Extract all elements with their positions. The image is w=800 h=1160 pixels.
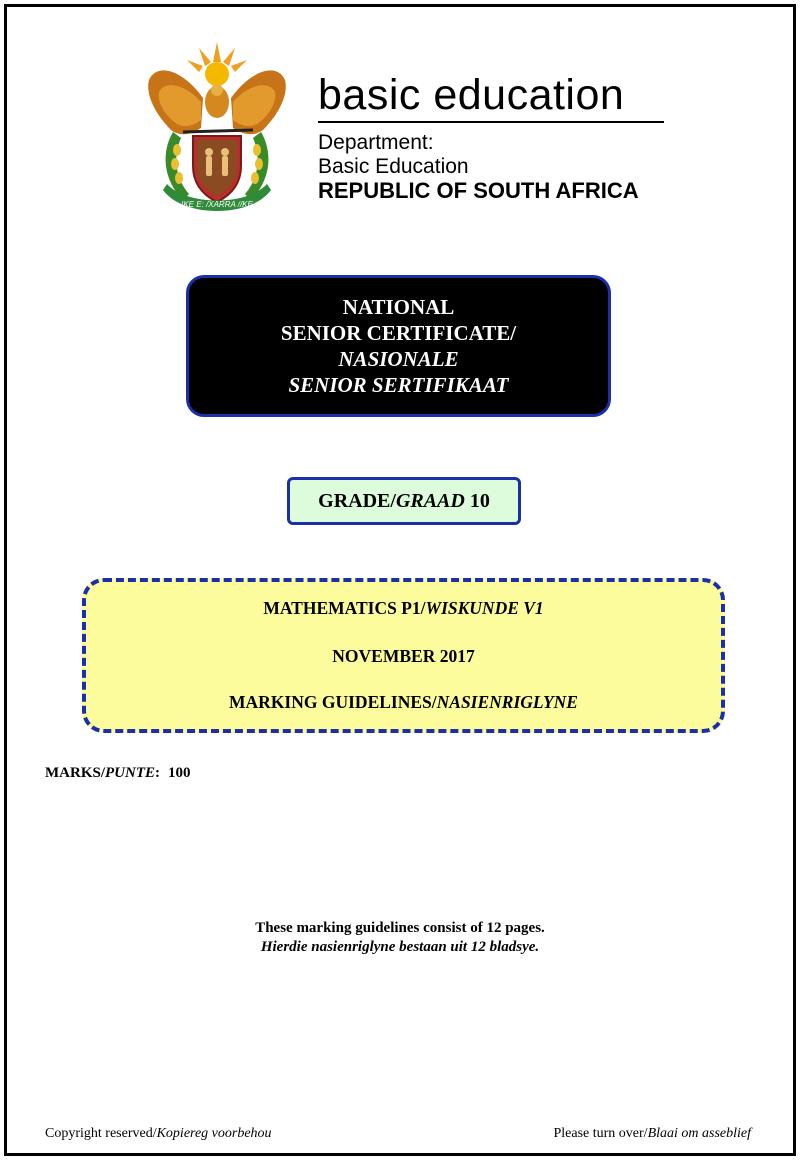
brand-divider: [318, 121, 664, 123]
footer-copyright: [45, 1126, 272, 1142]
country-name: REPUBLIC OF SOUTH AFRICA: [318, 178, 639, 203]
grade-box: [287, 477, 521, 525]
footer-copyright-af: Kopiereg voorbehou: [156, 1126, 272, 1141]
department-name: Basic Education: [318, 155, 469, 178]
footer-turn-over: [553, 1126, 751, 1142]
marks-label-af: PUNTE: [105, 765, 155, 781]
grade-label-en: GRADE/: [318, 490, 396, 512]
marks-value: 100: [168, 765, 191, 781]
subject-af: WISKUNDE V1: [425, 598, 544, 618]
certificate-title-box: [186, 275, 611, 417]
page-count-english: These marking guidelines consist of 12 pages.: [255, 920, 545, 936]
marks-line: [45, 765, 191, 782]
subject-line: [86, 598, 721, 619]
exam-date: NOVEMBER 2017: [332, 646, 475, 666]
department-label: Department:: [318, 131, 434, 154]
marks-label-en: MARKS/: [45, 765, 105, 781]
coat-of-arms-logo: [143, 40, 291, 218]
certificate-title-line4: SENIOR SERTIFIKAAT: [288, 373, 509, 397]
document-type-af: NASIENRIGLYNE: [436, 692, 578, 712]
certificate-title-line2: SENIOR CERTIFICATE/: [280, 321, 517, 345]
subject-box: [82, 578, 725, 733]
page-count-afrikaans: Hierdie nasienriglyne bestaan uit 12 bladsye.: [260, 939, 540, 955]
footer-turn-over-en: Please turn over/: [553, 1126, 648, 1141]
footer-copyright-en: Copyright reserved/: [45, 1126, 157, 1141]
subject-en: MATHEMATICS P1/: [263, 598, 426, 618]
certificate-title-line3: NASIONALE: [338, 347, 459, 371]
brand-name: basic education: [318, 71, 625, 119]
footer-turn-over-af: Blaai om asseblief: [647, 1126, 751, 1141]
document-type-en: MARKING GUIDELINES/: [229, 692, 437, 712]
grade-label-af: GRAAD: [395, 490, 465, 512]
grade-number: 10: [469, 490, 490, 512]
document-type-line: [86, 692, 721, 713]
motto-text: !KE E: /XARRA //KE: [181, 200, 253, 209]
certificate-title-line1: NATIONAL: [342, 295, 455, 319]
brand-block: [318, 70, 639, 203]
marks-colon: :: [155, 765, 160, 781]
